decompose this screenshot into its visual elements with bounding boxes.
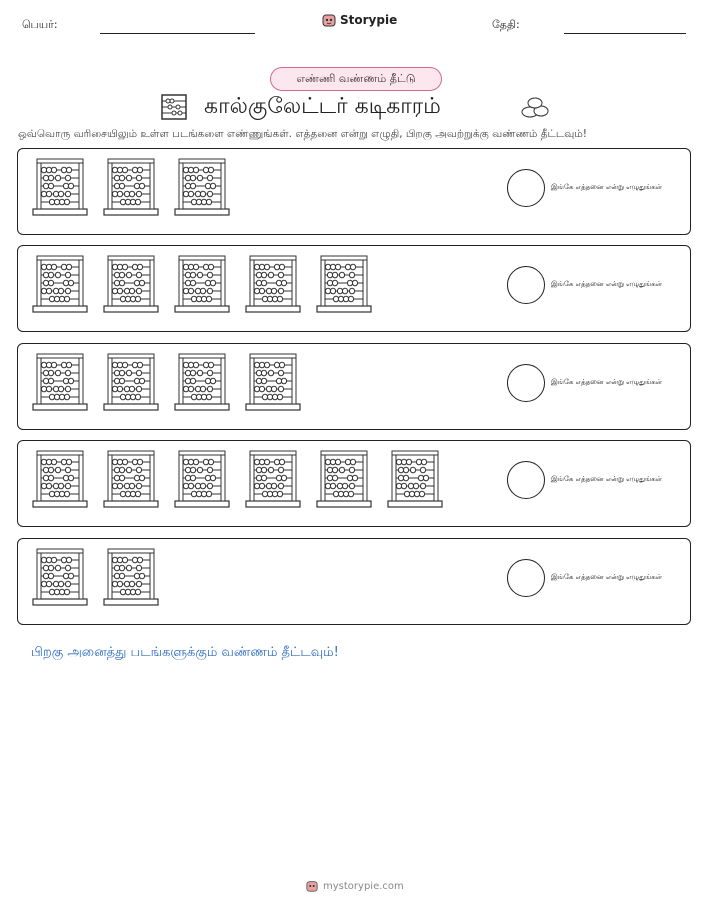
abacus-picture[interactable] bbox=[316, 254, 372, 314]
page-title: கால்குலேட்டர் கடிகாரம் bbox=[204, 94, 441, 119]
abacus-picture[interactable] bbox=[32, 254, 88, 314]
abacus-picture[interactable] bbox=[32, 352, 88, 412]
answer-label: இங்கே எத்தனை என்று எழுதுங்கள் bbox=[551, 280, 663, 288]
answer-label: இங்கே எத்தனை என்று எழுதுங்கள் bbox=[551, 573, 663, 581]
answer-label: இங்கே எத்தனை என்று எழுதுங்கள் bbox=[551, 475, 663, 483]
answer-label: இங்கே எத்தனை என்று எழுதுங்கள் bbox=[551, 378, 663, 386]
abacus-picture[interactable] bbox=[174, 352, 230, 412]
answer-circle[interactable] bbox=[507, 364, 545, 402]
storypie-logo bbox=[322, 13, 397, 27]
abacus-picture[interactable] bbox=[103, 157, 159, 217]
answer-label: இங்கே எத்தனை என்று எழுதுங்கள் bbox=[551, 183, 663, 191]
answer-circle[interactable] bbox=[507, 461, 545, 499]
stones-icon bbox=[519, 94, 551, 120]
worksheet-header bbox=[0, 0, 709, 50]
abacus-picture[interactable] bbox=[103, 352, 159, 412]
date-label: தேதி: bbox=[492, 18, 520, 31]
abacus-picture[interactable] bbox=[32, 449, 88, 509]
counting-row bbox=[17, 245, 691, 332]
abacus-picture[interactable] bbox=[174, 254, 230, 314]
abacus-picture[interactable] bbox=[245, 449, 301, 509]
abacus-picture[interactable] bbox=[174, 449, 230, 509]
counting-row bbox=[17, 440, 691, 527]
logo-text: Storypie bbox=[340, 13, 398, 27]
abacus-picture[interactable] bbox=[316, 449, 372, 509]
answer-circle[interactable] bbox=[507, 169, 545, 207]
title-row bbox=[0, 92, 709, 122]
answer-circle[interactable] bbox=[507, 559, 545, 597]
storypie-mascot-icon bbox=[322, 13, 336, 27]
abacus-picture[interactable] bbox=[32, 157, 88, 217]
footer-note: பிறகு அனைத்து படங்களுக்கும் வண்ணம் தீட்டவும்! bbox=[31, 645, 339, 660]
abacus-picture[interactable] bbox=[103, 254, 159, 314]
storypie-mascot-icon bbox=[306, 880, 318, 892]
abacus-picture[interactable] bbox=[174, 157, 230, 217]
abacus-picture[interactable] bbox=[387, 449, 443, 509]
name-label: பெயர்: bbox=[22, 18, 58, 31]
abacus-picture[interactable] bbox=[103, 449, 159, 509]
abacus-picture[interactable] bbox=[245, 352, 301, 412]
answer-circle[interactable] bbox=[507, 266, 545, 304]
name-field-line[interactable] bbox=[100, 33, 255, 34]
site-url: mystorypie.com bbox=[323, 880, 404, 892]
footer-site bbox=[306, 880, 404, 892]
counting-row bbox=[17, 148, 691, 235]
counting-row bbox=[17, 343, 691, 430]
abacus-picture[interactable] bbox=[32, 547, 88, 607]
counting-row bbox=[17, 538, 691, 625]
abacus-icon bbox=[160, 93, 188, 121]
date-field-line[interactable] bbox=[564, 33, 686, 34]
abacus-picture[interactable] bbox=[245, 254, 301, 314]
abacus-picture[interactable] bbox=[103, 547, 159, 607]
instructions: ஒவ்வொரு வரிசையிலும் உள்ள படங்களை எண்ணுங்கள். எத்தனை என்று எழுதி, பிறகு அவற்றுக்கு வண்ணம் தீட்டவும்! bbox=[18, 128, 587, 140]
activity-badge: எண்ணி வண்ணம் தீட்டு bbox=[270, 67, 442, 91]
